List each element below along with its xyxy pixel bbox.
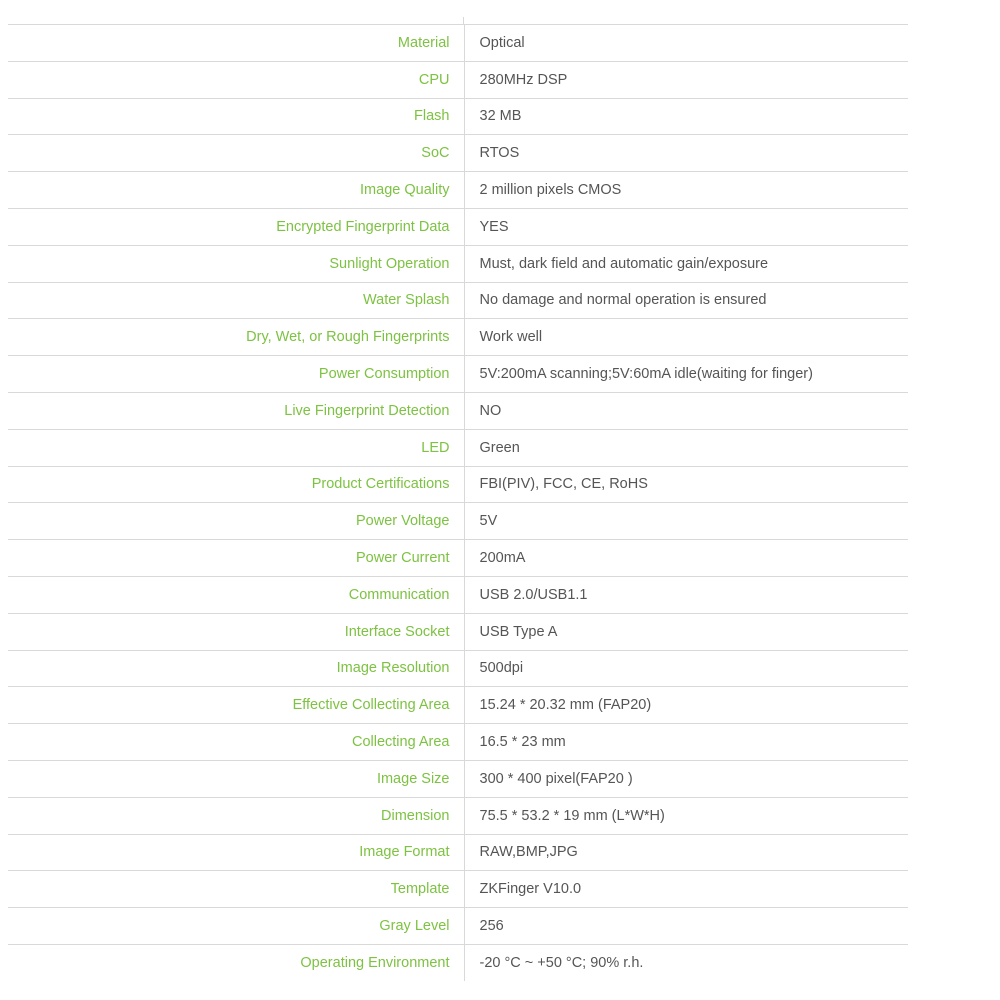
spec-value: YES	[479, 218, 509, 235]
spec-value: NO	[479, 402, 502, 419]
spec-label: Image Format	[8, 834, 464, 871]
spec-value: Green	[479, 439, 520, 456]
spec-label: Image Resolution	[8, 650, 464, 687]
spec-label: LED	[8, 429, 464, 466]
spec-label: Collecting Area	[8, 724, 464, 761]
table-row	[8, 797, 908, 834]
spec-label: Dimension	[8, 797, 464, 834]
spec-value: 75.5 * 53.2 * 19 mm (L*W*H)	[479, 807, 665, 824]
spec-value: Optical	[479, 34, 525, 51]
spec-label: CPU	[8, 61, 464, 98]
table-row	[8, 613, 908, 650]
spec-label: SoC	[8, 135, 464, 172]
table-row	[8, 392, 908, 429]
table-row	[8, 356, 908, 393]
spec-label: Image Size	[8, 760, 464, 797]
spec-value: 256	[479, 918, 504, 935]
table-row	[8, 576, 908, 613]
spec-value: ZKFinger V10.0	[479, 881, 582, 898]
spec-label: Dry, Wet, or Rough Fingerprints	[8, 319, 464, 356]
spec-value: Work well	[479, 329, 543, 346]
spec-value: 5V:200mA scanning;5V:60mA idle(waiting for finger)	[479, 366, 813, 383]
table-row	[8, 208, 908, 245]
spec-value: RTOS	[479, 145, 520, 162]
spec-value: 15.24 * 20.32 mm (FAP20)	[479, 697, 652, 714]
table-row	[8, 25, 908, 62]
spec-label: Interface Socket	[8, 613, 464, 650]
spec-label: Power Consumption	[8, 356, 464, 393]
table-row	[8, 871, 908, 908]
spec-value: 280MHz DSP	[479, 71, 568, 88]
spec-value: FBI(PIV), FCC, CE, RoHS	[479, 476, 648, 493]
spec-label: Power Voltage	[8, 503, 464, 540]
spec-label: Flash	[8, 98, 464, 135]
spec-value: -20 °C ~ +50 °C; 90% r.h.	[479, 955, 644, 972]
spec-value: 200mA	[479, 550, 526, 567]
spec-value: 32 MB	[479, 108, 522, 125]
table-row	[8, 135, 908, 172]
table-row	[8, 944, 908, 981]
table-row	[8, 61, 908, 98]
table-row	[8, 98, 908, 135]
spec-label: Live Fingerprint Detection	[8, 392, 464, 429]
table-row	[8, 503, 908, 540]
spec-label: Gray Level	[8, 908, 464, 945]
spec-value: 5V	[479, 513, 498, 530]
spec-label: Sunlight Operation	[8, 245, 464, 282]
spec-value: USB Type A	[479, 623, 558, 640]
table-row	[8, 760, 908, 797]
spec-table	[8, 24, 908, 981]
spec-table-body	[8, 25, 908, 982]
spec-value: 500dpi	[479, 660, 524, 677]
table-row	[8, 540, 908, 577]
table-row	[8, 908, 908, 945]
spec-label: Water Splash	[8, 282, 464, 319]
table-row	[8, 245, 908, 282]
spec-value: USB 2.0/USB1.1	[479, 586, 588, 603]
spec-value: 2 million pixels CMOS	[479, 182, 622, 199]
spec-value: RAW,BMP,JPG	[479, 844, 578, 861]
table-row	[8, 466, 908, 503]
spec-value: No damage and normal operation is ensured	[479, 292, 767, 309]
spec-value: 300 * 400 pixel(FAP20 )	[479, 770, 633, 787]
spec-label: Encrypted Fingerprint Data	[8, 208, 464, 245]
spec-label: Product Certifications	[8, 466, 464, 503]
spec-label: Communication	[8, 576, 464, 613]
table-row	[8, 687, 908, 724]
table-row	[8, 650, 908, 687]
spec-label: Material	[8, 25, 464, 62]
table-row	[8, 319, 908, 356]
spec-label: Power Current	[8, 540, 464, 577]
spec-label: Image Quality	[8, 172, 464, 209]
spec-value: Must, dark field and automatic gain/exposure	[479, 255, 769, 272]
table-row	[8, 429, 908, 466]
table-row	[8, 172, 908, 209]
table-row	[8, 834, 908, 871]
table-row	[8, 282, 908, 319]
table-row	[8, 724, 908, 761]
spec-value: 16.5 * 23 mm	[479, 734, 566, 751]
spec-label: Effective Collecting Area	[8, 687, 464, 724]
spec-label: Template	[8, 871, 464, 908]
spec-label: Operating Environment	[8, 944, 464, 981]
